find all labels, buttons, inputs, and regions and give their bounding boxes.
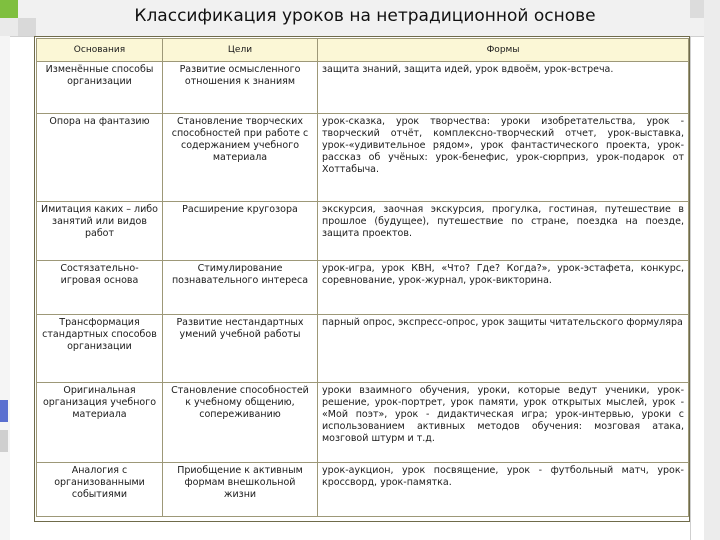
decor-right-bar (704, 0, 720, 540)
table-row (37, 114, 689, 202)
cell-basis: Опора на фантазию (37, 114, 163, 202)
decor-square-green (0, 0, 18, 18)
table-row (37, 315, 689, 383)
cell-forms: урок-аукцион, урок посвящение, урок - футбольный матч, урок-кроссворд, урок-памятка. (318, 463, 689, 517)
cell-basis: Изменённые способы организации (37, 62, 163, 114)
cell-goal: Расширение кругозора (163, 202, 318, 261)
cell-forms: урок-сказка, урок творчества: уроки изобретательства, урок - творческий отчёт, комплексно-творческий отчет, урок-выставка, урок-«удивительное рядом», урок фантастического проекта, урок-рассказ об учёных: урок-бенефис, урок-сюрприз, урок-подарок от Хоттабыча. (318, 114, 689, 202)
decor-left-strip (0, 36, 10, 540)
cell-forms: экскурсия, заочная экскурсия, прогулка, гостиная, путешествие в прошлое (будущее), путешествие по стране, поездка на поезде, защита проектов. (318, 202, 689, 261)
table-row (37, 463, 689, 517)
slide-title: Классификация уроков на нетрадиционной основе (134, 6, 596, 26)
cell-basis: Аналогия с организованными событиями (37, 463, 163, 517)
cell-goal: Становление творческих способностей при работе с содержанием учебного материала (163, 114, 318, 202)
table-row (37, 62, 689, 114)
decor-square-top-right (690, 0, 704, 18)
decor-right-line (690, 36, 691, 540)
cell-forms: парный опрос, экспресс-опрос, урок защиты читательского формуляра (318, 315, 689, 383)
header-basis: Основания (37, 39, 163, 62)
decor-square-light (0, 18, 18, 36)
cell-basis: Оригинальная организация учебного материала (37, 383, 163, 463)
cell-forms: защита знаний, защита идей, урок вдвоём, урок-встреча. (318, 62, 689, 114)
cell-forms: уроки взаимного обучения, уроки, которые ведут ученики, урок-решение, урок-портрет, урок памяти, урок открытых мыслей, урок - «Мой поэт», урок - дидактическая игра; урок-интервью, уроки с использованием активных методов обучения: мозговая атака, мозговой штурм и т.д. (318, 383, 689, 463)
cell-basis: Состязательно-игровая основа (37, 261, 163, 315)
cell-goal: Стимулирование познавательного интереса (163, 261, 318, 315)
lessons-classification-table (36, 38, 689, 517)
decor-left-stripe-blue (0, 400, 8, 422)
cell-basis: Трансформация стандартных способов организации (37, 315, 163, 383)
table-row (37, 383, 689, 463)
table-row (37, 202, 689, 261)
table-header-row (37, 39, 689, 62)
cell-goal: Развитие осмысленного отношения к знаниям (163, 62, 318, 114)
header-goals: Цели (163, 39, 318, 62)
cell-goal: Развитие нестандартных умений учебной работы (163, 315, 318, 383)
header-forms: Формы (318, 39, 689, 62)
cell-forms: урок-игра, урок КВН, «Что? Где? Когда?», урок-эстафета, конкурс, соревнование, урок-журнал, урок-викторина. (318, 261, 689, 315)
table-row (37, 261, 689, 315)
cell-goal: Приобщение к активным формам внешкольной жизни (163, 463, 318, 517)
decor-left-stripe-gray (0, 430, 8, 452)
decor-square-gray (18, 18, 36, 36)
cell-goal: Становление способностей к учебному общению, сопереживанию (163, 383, 318, 463)
cell-basis: Имитация каких – либо занятий или видов работ (37, 202, 163, 261)
